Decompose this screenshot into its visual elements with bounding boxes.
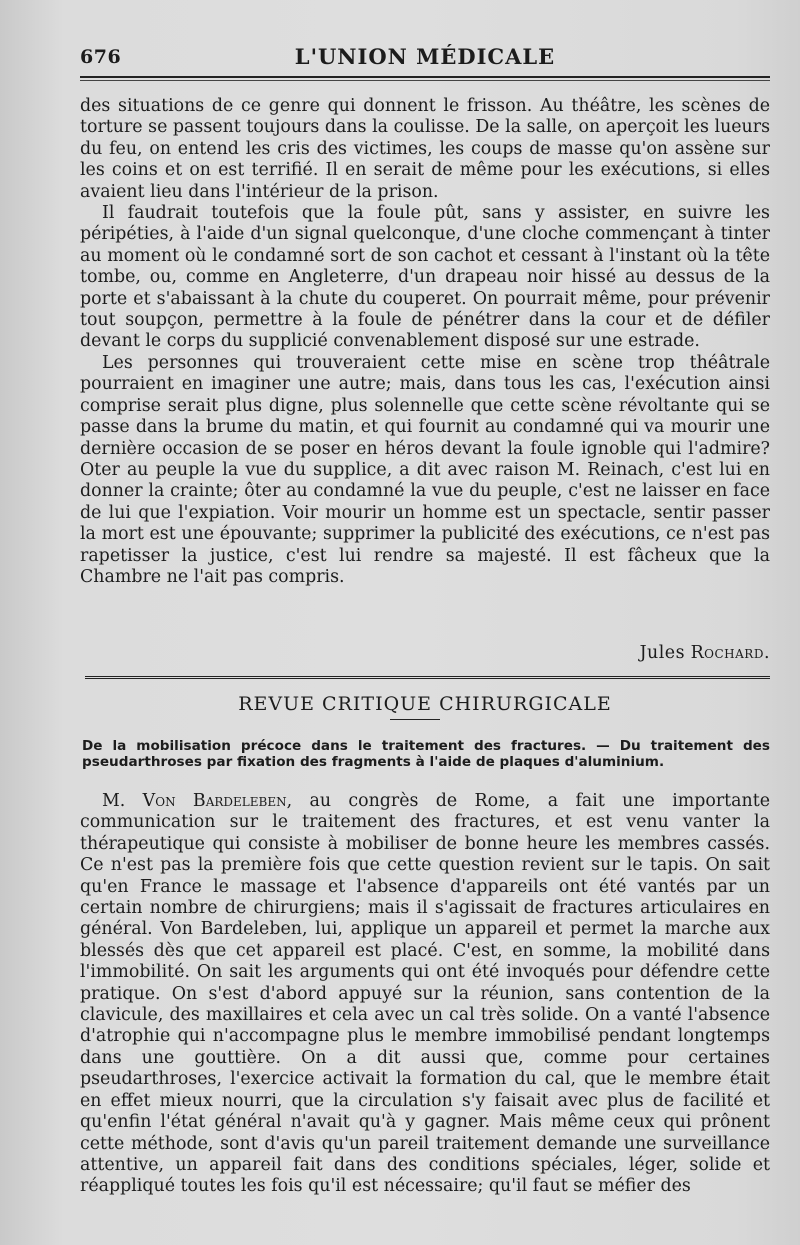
paragraph-text: au congrès de Rome, a fait une importante communication sur le traitement des fractures, et est venu vanter la thérapeutique qui consiste à mobiliser de bonne heure les membres cassés. Ce n'est pas la première fois que cette question revient sur le tapis. On sait qu'en France le massage et l'absence d'appareils ont été vantés par un certain nombre de chirurgiens; mais il s'agissait de fractures articulaires en général. Von Bardeleben, lui, applique un appareil et permet la marche aux blessés dès que cet appareil est placé. C'est, en somme, la mobilité dans l'immobilité. On sait les arguments qui ont été invoqués pour défendre cette pratique. On s'est d'abord appuyé sur la réunion, sans contention de la clavicule, des maxillaires et cela avec un cal très solide. On a vanté l'absence d'atrophie qui n'accompagne plus le membre immobilisé pendant longtemps dans une gouttière. On a dit aussi que, comme pour certaines pseudarthroses, l'exercice activait la formation du cal, que le membre était en effet mieux nourri, que la circulation s'y faisait avec plus de facilité et qu'enfin l'état général n'avait qu'à y gagner. Mais même ceux qui prônent cette méthode, sont d'avis qu'un pareil traitement demande une surveillance attentive, un appareil fait dans des conditions spéciales, léger, solide et réappliqué toutes les fois qu'il est nécessaire; qu'il faut se méfier des [80, 791, 770, 1197]
signature-first-name: Jules [639, 643, 686, 663]
paragraph [80, 791, 770, 1198]
header-rule-thin [80, 80, 770, 81]
heading-underline [390, 719, 440, 720]
author-lead: M. Von Bardeleben, [102, 791, 293, 811]
article-title: De la mobilisation précoce dans le traitement des fractures. — Du traitement des pseudarthroses par fixation des fragments à l'aide de plaques d'aluminium. [82, 738, 770, 770]
paragraph: Les personnes qui trouveraient cette mise en scène trop théâtrale pourraient en imaginer une autre; mais, dans tous les cas, l'exécution ainsi comprise serait plus digne, plus solennelle que cette scène révoltante qui se passe dans la brume du matin, et qui fournit au condamné qui va mourir une dernière occasion de se poser en héros devant la foule ignoble qui l'admire? Oter au peuple la vue du supplice, a dit avec raison M. Reinach, c'est lui en donner la crainte; ôter au condamné la vue du peuple, c'est ne laisser en face de lui que l'expiation. Voir mourir un homme est un spectacle, sentir passer la mort est une épouvante; supprimer la publicité des exécutions, ce n'est pas rapetisser la justice, c'est lui rendre sa majesté. Il est fâcheux que la Chambre ne l'ait pas compris. [80, 352, 770, 587]
section-heading: REVUE CRITIQUE CHIRURGICALE [238, 693, 612, 715]
running-head [80, 40, 770, 74]
journal-title: L'UNION MÉDICALE [294, 44, 556, 69]
paragraph: des situations de ce genre qui donnent le frisson. Au théâtre, les scènes de torture se passent toujours dans la coulisse. De la salle, on aperçoit les lueurs du feu, on entend les cris des victimes, les coups de masse qu'on assène sur les coins et on est terrifié. Il en serait de même pour les exécutions, si elles avaient lieu dans l'intérieur de la prison. [80, 96, 770, 202]
page-number: 676 [80, 46, 122, 68]
section-divider [85, 676, 770, 679]
signature-last-name: Rochard. [690, 643, 770, 663]
review-body [80, 791, 770, 1198]
article-body [80, 96, 770, 588]
author-signature [80, 643, 770, 663]
header-rule [80, 76, 770, 78]
paragraph: Il faudrait toutefois que la foule pût, sans y assister, en suivre les péripéties, à l'aide d'un signal quelconque, d'une cloche commençant à tinter au moment où le condamné sort de son cachot et cessant à l'instant où la tête tombe, ou, comme en Angleterre, d'un drapeau noir hissé au dessus de la porte et s'abaissant à la chute du couperet. On pourrait même, pour prévenir tout soupçon, permettre à la foule de pénétrer dans la cour et de défiler devant le corps du supplicié convenablement disposé sur une estrade. [80, 203, 770, 352]
